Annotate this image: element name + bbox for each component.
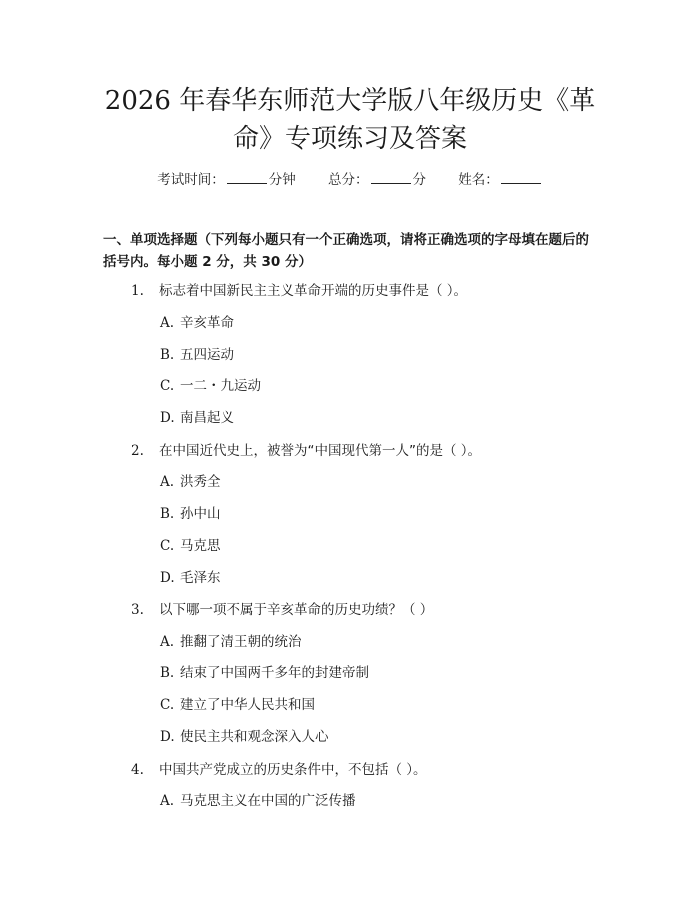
option-letter: A.: [160, 474, 175, 490]
option-text: 洪秀全: [180, 474, 221, 490]
option-letter: B.: [160, 347, 175, 363]
question-1-option-b: [160, 345, 600, 365]
option-text: 马克思: [180, 538, 221, 554]
option-letter: A.: [160, 793, 175, 809]
option-text: 马克思主义在中国的广泛传播: [180, 793, 356, 809]
name-field: [458, 168, 543, 188]
question-1-option-c: [160, 376, 600, 396]
score-label: 总分：: [328, 172, 369, 188]
time-unit: 分钟: [268, 172, 296, 188]
time-blank: [227, 171, 267, 184]
option-letter: A.: [160, 634, 175, 650]
question-2: [131, 441, 601, 461]
score-blank: [371, 171, 411, 184]
question-text: 以下哪一项不属于辛亥革命的历史功绩？（ ）: [159, 602, 434, 618]
title-line-1: 2026 年春华东师范大学版八年级历史《革: [104, 86, 596, 116]
question-2-option-c: [160, 536, 600, 556]
option-text: 建立了中华人民共和国: [180, 697, 315, 713]
question-4: [131, 760, 601, 780]
option-letter: B.: [160, 506, 175, 522]
option-text: 结束了中国两千多年的封建帝制: [180, 665, 369, 681]
score-unit: 分: [412, 172, 426, 188]
option-letter: B.: [160, 665, 175, 681]
option-text: 辛亥革命: [180, 315, 234, 331]
option-text: 一二・九运动: [180, 378, 261, 394]
question-number: 4.: [131, 762, 144, 778]
option-text: 孙中山: [180, 506, 221, 522]
document-title: [60, 82, 640, 158]
question-3-option-a: [160, 632, 600, 652]
exam-meta: [0, 168, 700, 188]
question-text: 在中国近代史上，被誉为“中国现代第一人”的是（ ）。: [159, 443, 482, 459]
title-line-2: 命》专项练习及答案: [232, 124, 467, 154]
option-letter: A.: [160, 315, 175, 331]
option-letter: D.: [160, 729, 175, 745]
question-1-option-d: [160, 408, 600, 428]
section-heading: 一、单项选择题（下列每小题只有一个正确选项，请将正确选项的字母填在题后的括号内。每小题 2 分，共 30 分）: [103, 232, 589, 270]
option-text: 推翻了清王朝的统治: [180, 634, 302, 650]
name-label: 姓名：: [458, 172, 499, 188]
question-4-option-a: [160, 791, 600, 811]
question-1-option-a: [160, 313, 600, 333]
name-blank: [501, 171, 541, 184]
question-text: 中国共产党成立的历史条件中，不包括（ ）。: [159, 762, 427, 778]
option-letter: D.: [160, 570, 175, 586]
question-3-option-b: [160, 663, 600, 683]
option-text: 五四运动: [180, 347, 234, 363]
option-text: 使民主共和观念深入人心: [180, 729, 329, 745]
total-score-field: [328, 168, 426, 188]
question-3-option-d: [160, 727, 600, 747]
time-label: 考试时间：: [157, 172, 225, 188]
question-2-option-b: [160, 504, 600, 524]
option-letter: C.: [160, 697, 175, 713]
option-text: 毛泽东: [180, 570, 221, 586]
question-2-option-d: [160, 568, 600, 588]
option-text: 南昌起义: [180, 410, 234, 426]
option-letter: C.: [160, 378, 175, 394]
question-text: 标志着中国新民主主义革命开端的历史事件是（ ）。: [159, 283, 468, 299]
question-number: 3.: [131, 602, 144, 618]
exam-time-field: [157, 168, 296, 188]
question-number: 1.: [131, 283, 144, 299]
question-3: [131, 600, 601, 620]
option-letter: D.: [160, 410, 175, 426]
question-number: 2.: [131, 443, 144, 459]
question-2-option-a: [160, 472, 600, 492]
option-letter: C.: [160, 538, 175, 554]
question-1: [131, 281, 601, 301]
question-3-option-c: [160, 695, 600, 715]
